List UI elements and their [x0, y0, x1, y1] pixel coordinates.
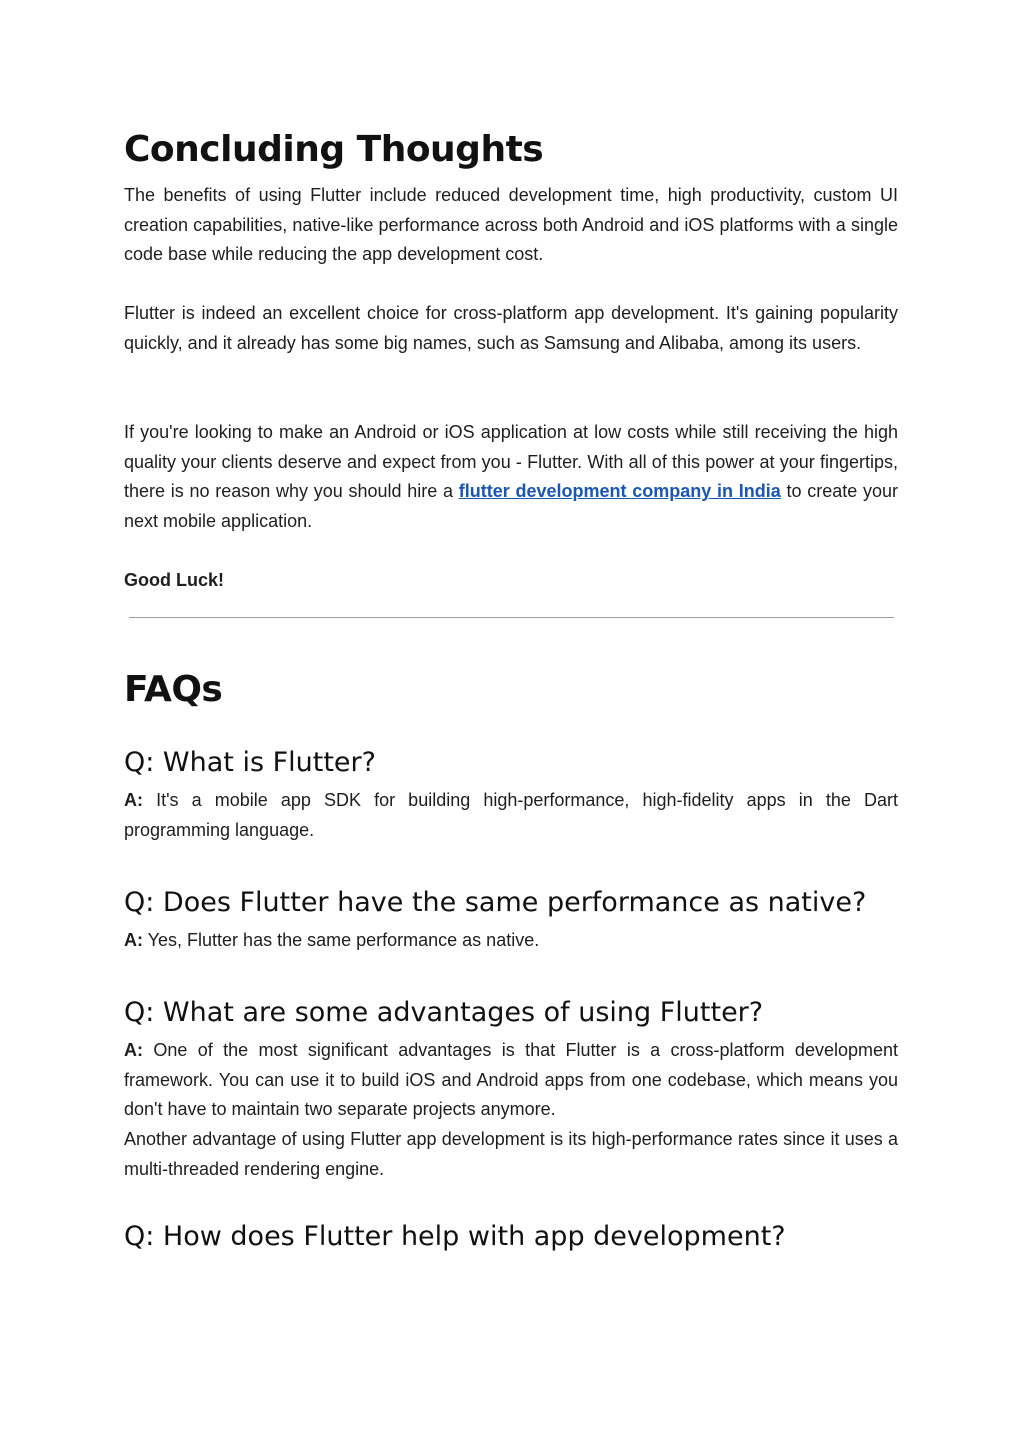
- paragraph-hire: [124, 418, 898, 537]
- faq-answer-3-text: One of the most significant advantages is that Flutter is a cross-platform development framework. You can use it to build iOS and Android apps from one codebase, which means you don't have to maintain two separate projects anymore.: [124, 1040, 898, 1120]
- faq-answer-1: [124, 786, 898, 845]
- faq-answer-2-text: Yes, Flutter has the same performance as native.: [143, 930, 540, 950]
- section-title-faqs: FAQs: [124, 669, 223, 710]
- faq-question-4: Q: How does Flutter help with app development?: [124, 1221, 786, 1252]
- paragraph-choice: Flutter is indeed an excellent choice for cross-platform app development. It's gaining popularity quickly, and it already has some big names, such as Samsung and Alibaba, among its users.: [124, 303, 898, 353]
- faq-question-3: Q: What are some advantages of using Flutter?: [124, 997, 764, 1028]
- paragraph-hire-text-after: to create your next mobile application.: [124, 481, 898, 532]
- answer-prefix: A:: [124, 1040, 143, 1060]
- faq-answer-3-extra: Another advantage of using Flutter app development is its high-performance rates since it uses a multi-threaded rendering engine.: [124, 1129, 898, 1179]
- paragraph-benefits: The benefits of using Flutter include reduced development time, high productivity, custom UI creation capabilities, native-like performance across both Android and iOS platforms with a single code base while reducing the app development cost.: [124, 185, 898, 265]
- faq-answer-1-text: It's a mobile app SDK for building high-performance, high-fidelity apps in the Dart programming language.: [124, 790, 898, 840]
- section-divider: [129, 617, 894, 618]
- closing-text: Good Luck!: [124, 570, 224, 590]
- section-title-concluding: Concluding Thoughts: [124, 129, 544, 170]
- faq-question-1: Q: What is Flutter?: [124, 747, 376, 778]
- answer-prefix: A:: [124, 930, 143, 950]
- faq-question-2: Q: Does Flutter have the same performance as native?: [124, 887, 867, 918]
- paragraph-hire-text-before: If you're looking to make an Android or iOS application at low costs while still receiving the high quality your clients deserve and expect from you - Flutter. With all of this power at your fingertips, there is no reason why you should hire a: [124, 422, 898, 502]
- faq-answer-3: [124, 1036, 898, 1185]
- faq-answer-2: [124, 926, 898, 956]
- flutter-company-link[interactable]: flutter development company in India: [458, 481, 781, 502]
- answer-prefix: A:: [124, 790, 143, 810]
